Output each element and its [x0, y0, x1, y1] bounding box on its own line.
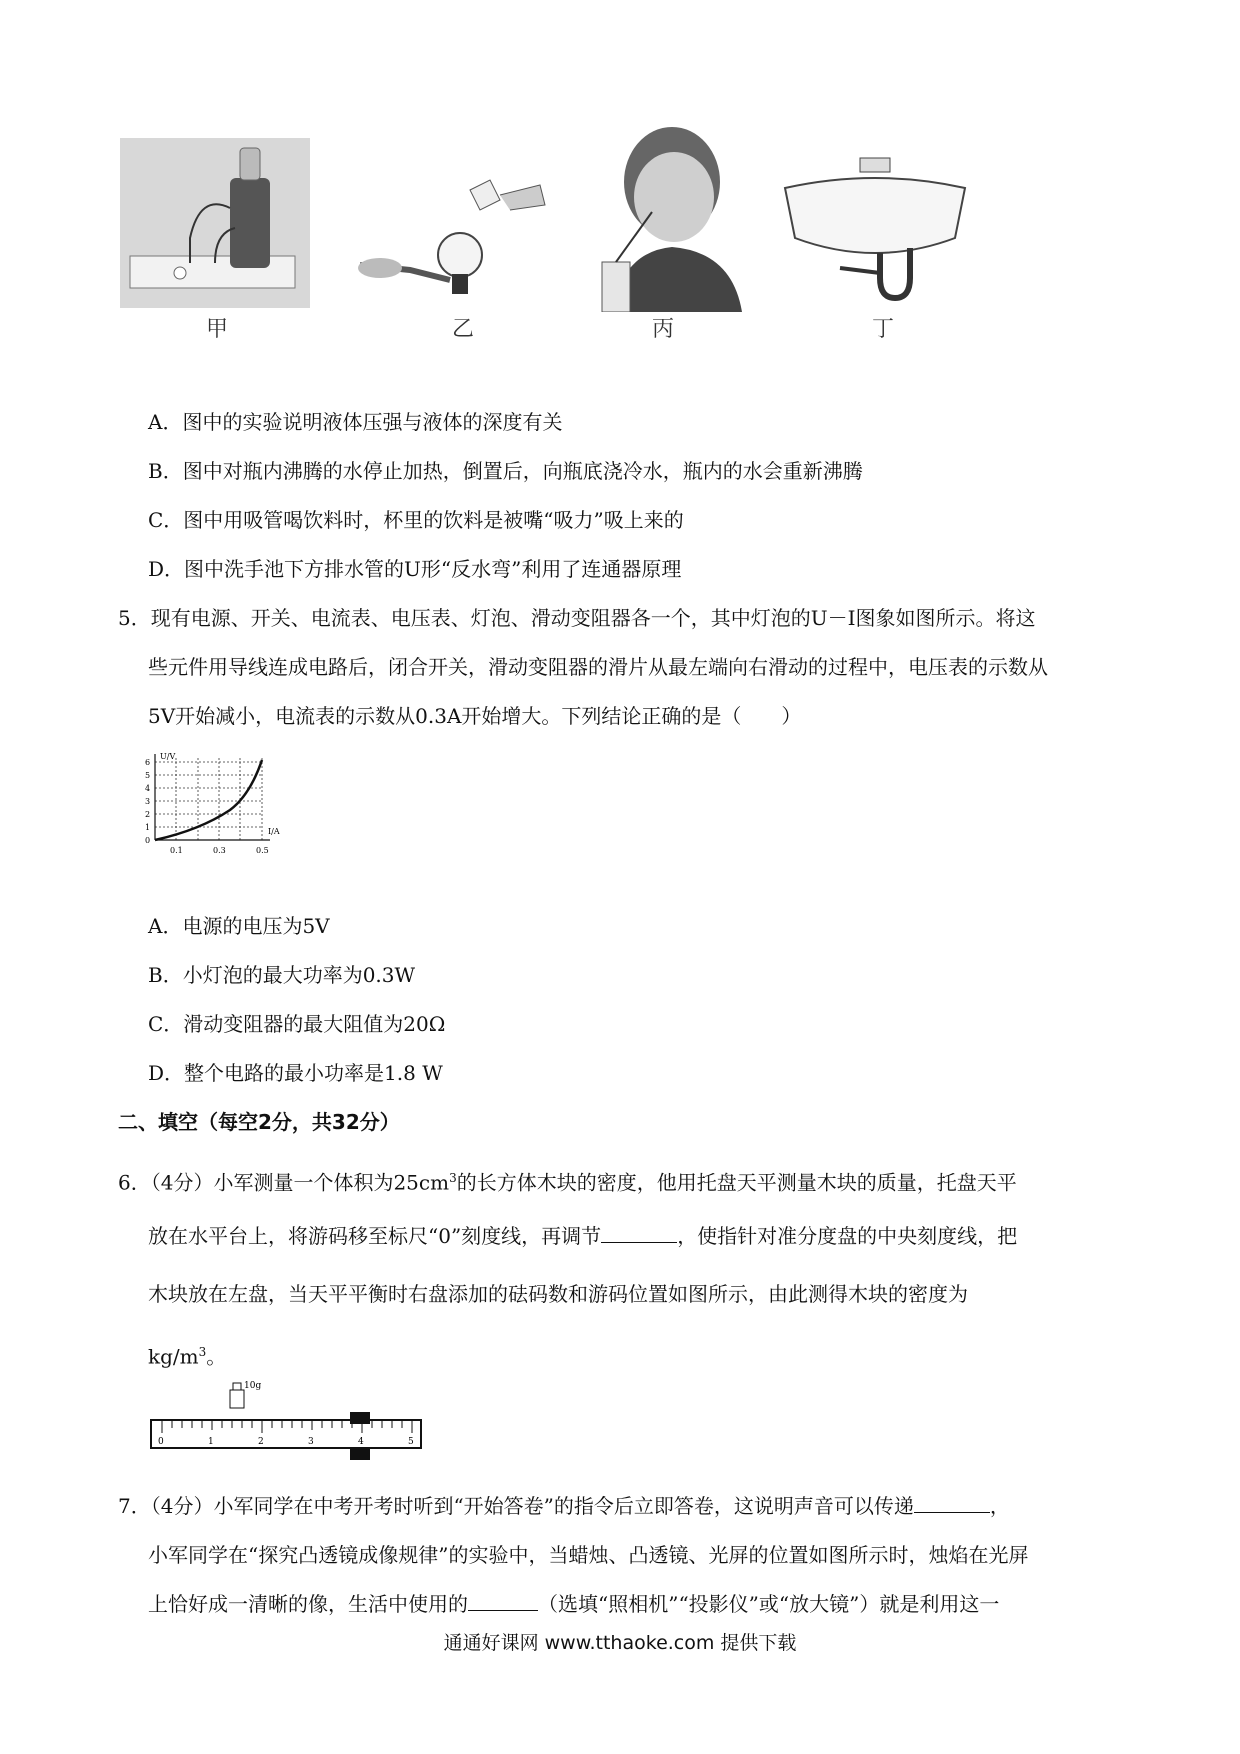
- ruler-tick-0: 0: [158, 1437, 164, 1447]
- q6-line-3: 木块放在左盘，当天平平衡时右盘添加的砝码数和游码位置如图所示，由此测得木块的密度为: [148, 1282, 968, 1306]
- caption-ding: 丁: [872, 317, 895, 342]
- caption-jia: 甲: [206, 317, 229, 342]
- q4-option-a: A．图中的实验说明液体压强与液体的深度有关: [148, 410, 563, 434]
- figure-bing: [582, 122, 750, 312]
- q6-line-4: $kg/m^3$。: [148, 1344, 227, 1369]
- ruler-tick-5: 5: [408, 1437, 414, 1447]
- y-tick-3: 3: [145, 797, 151, 806]
- ruler-tick-4: 4: [358, 1437, 364, 1447]
- q7-line-1: 7．（4分）小军同学在中考开考时听到“开始答卷”的指令后立即答卷，这说明声音可以传递 ，: [118, 1494, 1010, 1518]
- ruler-tick-2: 2: [258, 1437, 264, 1447]
- x-axis-label: I/A: [268, 827, 280, 836]
- q7-line-2: 小军同学在“探究凸透镜成像规律”的实验中，当蜡烛、凸透镜、光屏的位置如图所示时，烛焰在光屏: [148, 1543, 1029, 1567]
- weight-label: 10g: [244, 1381, 262, 1391]
- y-tick-1: 1: [145, 823, 151, 832]
- section-2-title: 二、填空（每空2分，共32分）: [118, 1110, 400, 1134]
- q5-line-1: 5．现有电源、开关、电流表、电压表、灯泡、滑动变阻器各一个，其中灯泡的U－I图象如图所示。将这: [118, 606, 1036, 630]
- weight-10g: [230, 1390, 244, 1408]
- caption-yi: 乙: [452, 317, 475, 342]
- ruler-tick-1: 1: [208, 1437, 214, 1447]
- y-tick-5: 5: [145, 771, 151, 780]
- y-tick-2: 2: [145, 810, 151, 819]
- q7-line-3: 上恰好成一清晰的像，生活中使用的 （选填“照相机”“投影仪”或“放大镜”）就是利用这一: [148, 1592, 1000, 1616]
- q4-option-c: C．图中用吸管喝饮料时，杯里的饮料是被嘴“吸力”吸上来的: [148, 508, 684, 532]
- q6-line-1: 6．（4分）小军测量一个体积为$25cm^3$的长方体木块的密度，他用托盘天平测量木块的质量，托盘天平: [118, 1170, 1017, 1195]
- q6-balance-figure: [148, 1378, 423, 1466]
- caption-bing: 丙: [652, 317, 675, 342]
- q7-blank-1[interactable]: [914, 1492, 990, 1513]
- page-footer: 通通好课网 www.tthaoke.com 提供下载: [443, 1632, 797, 1654]
- y-tick-6: 6: [145, 758, 151, 767]
- y-tick-0: 0: [145, 836, 151, 845]
- figure-ding: [780, 148, 970, 308]
- y-axis-label: U/V: [160, 752, 176, 761]
- x-tick-0-3: 0.3: [213, 846, 226, 855]
- q5-option-a: A．电源的电压为5V: [148, 914, 330, 938]
- q5-line-2: 些元件用导线连成电路后，闭合开关，滑动变阻器的滑片从最左端向右滑动的过程中，电压表的示数从: [148, 655, 1048, 679]
- q4-option-d: D．图中洗手池下方排水管的U形“反水弯”利用了连通器原理: [148, 557, 682, 581]
- figure-yi: [350, 170, 550, 310]
- x-tick-0-1: 0.1: [170, 846, 183, 855]
- q5-line-3: 5V开始减小，电流表的示数从0.3A开始增大。下列结论正确的是（ ）: [148, 704, 802, 728]
- q5-option-c: C．滑动变阻器的最大阻值为20Ω: [148, 1012, 446, 1036]
- q5-option-b: B．小灯泡的最大功率为0.3W: [148, 963, 416, 987]
- q7-blank-2[interactable]: [468, 1590, 538, 1611]
- rider-top: [350, 1412, 370, 1424]
- ui-curve: [155, 760, 262, 840]
- x-tick-0-5: 0.5: [256, 846, 269, 855]
- y-tick-4: 4: [145, 784, 151, 793]
- q6-blank-1[interactable]: [601, 1222, 677, 1243]
- q5-ui-graph: [140, 750, 290, 860]
- q6-line-2: 放在水平台上，将游码移至标尺“0”刻度线，再调节 ，使指针对准分度盘的中央刻度线，把: [148, 1224, 1018, 1248]
- ruler-tick-3: 3: [308, 1437, 314, 1447]
- q5-option-d: D．整个电路的最小功率是1.8 W: [148, 1061, 443, 1085]
- rider-bottom: [350, 1448, 370, 1460]
- figure-jia: [120, 138, 310, 308]
- q4-option-b: B．图中对瓶内沸腾的水停止加热，倒置后，向瓶底浇冷水，瓶内的水会重新沸腾: [148, 459, 863, 483]
